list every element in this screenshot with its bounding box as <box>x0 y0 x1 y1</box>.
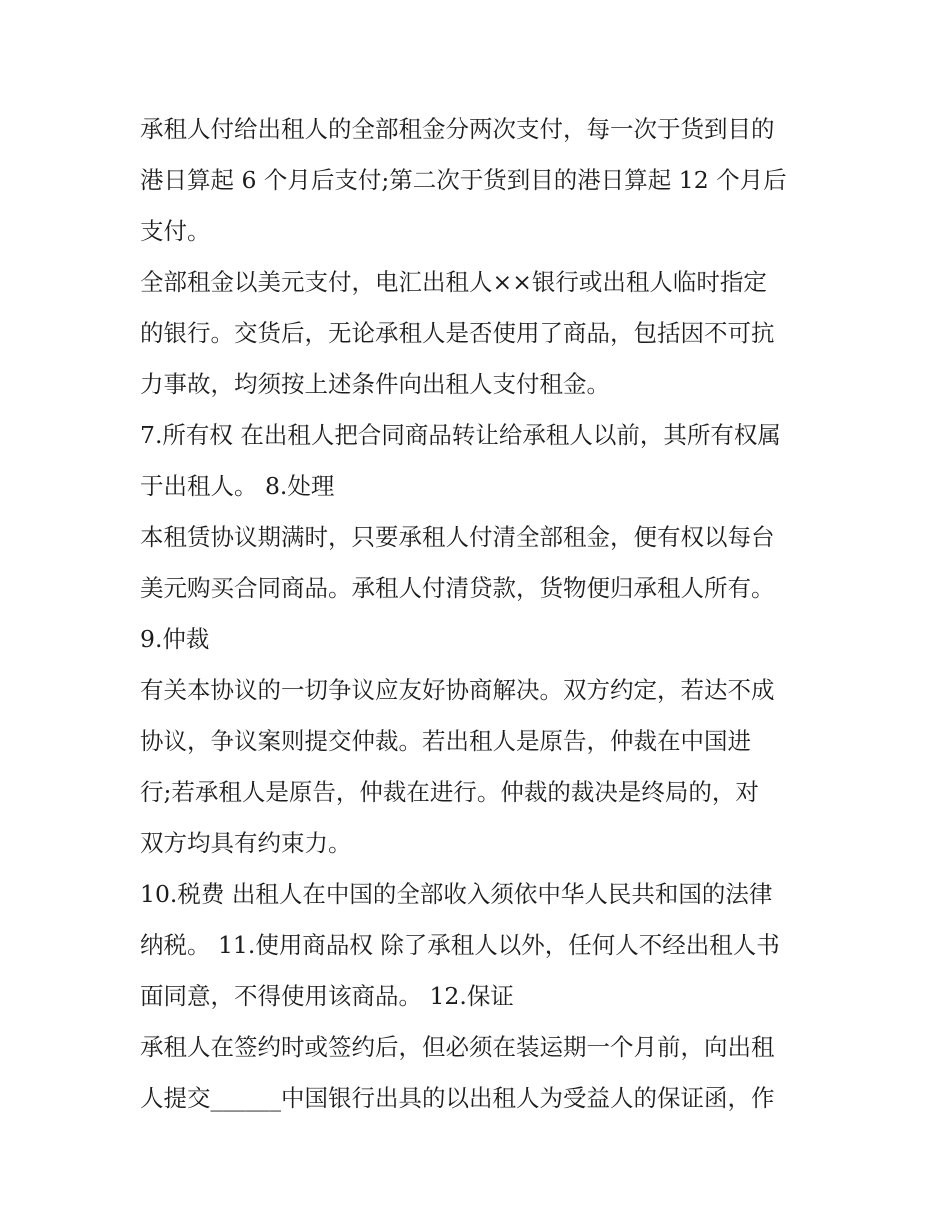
text-line: 有关本协议的一切争议应友好协商解决。双方约定，若达不成 <box>140 676 775 704</box>
text-line: 力事故，均须按上述条件向出租人支付租金。 <box>140 370 610 398</box>
document-body <box>140 104 820 1124</box>
text-line: 的银行。交货后，无论承租人是否使用了商品，包括因不可抗 <box>140 319 775 347</box>
text-line: 全部租金以美元支付，电汇出租人××银行或出租人临时指定 <box>140 268 767 296</box>
text-line: 支付。 <box>140 217 211 245</box>
text-line: 9.仲裁 <box>140 625 210 653</box>
text-line: 10.税费 出租人在中国的全部收入须依中华人民共和国的法律 <box>140 880 773 908</box>
text-line: 纳税。 11.使用商品权 除了承租人以外，任何人不经出租人书 <box>140 931 780 959</box>
text-line: 双方均具有约束力。 <box>140 829 352 857</box>
text-line: 于出租人。 8.处理 <box>140 472 335 500</box>
text-line: 行;若承租人是原告，仲裁在进行。仲裁的裁决是终局的，对 <box>140 778 759 806</box>
text-line: 港日算起 6 个月后支付;第二次于货到目的港日算起 12 个月后 <box>140 166 787 194</box>
text-line: 协议，争议案则提交仲裁。若出租人是原告，仲裁在中国进 <box>140 727 751 755</box>
text-line: 美元购买合同商品。承租人付清贷款，货物便归承租人所有。 <box>140 574 775 602</box>
text-line: 面同意，不得使用该商品。 12.保证 <box>140 982 514 1010</box>
text-line: 承租人付给出租人的全部租金分两次支付，每一次于货到目的 <box>140 115 775 143</box>
text-line: 承租人在签约时或签约后，但必须在装运期一个月前，向出租 <box>140 1033 775 1061</box>
text-line: 本租赁协议期满时，只要承租人付清全部租金，便有权以每台 <box>140 523 775 551</box>
text-line: 7.所有权 在出租人把合同商品转让给承租人以前，其所有权属 <box>140 421 781 449</box>
text-line: 人提交______中国银行出具的以出租人为受益人的保证函，作 <box>140 1084 775 1112</box>
